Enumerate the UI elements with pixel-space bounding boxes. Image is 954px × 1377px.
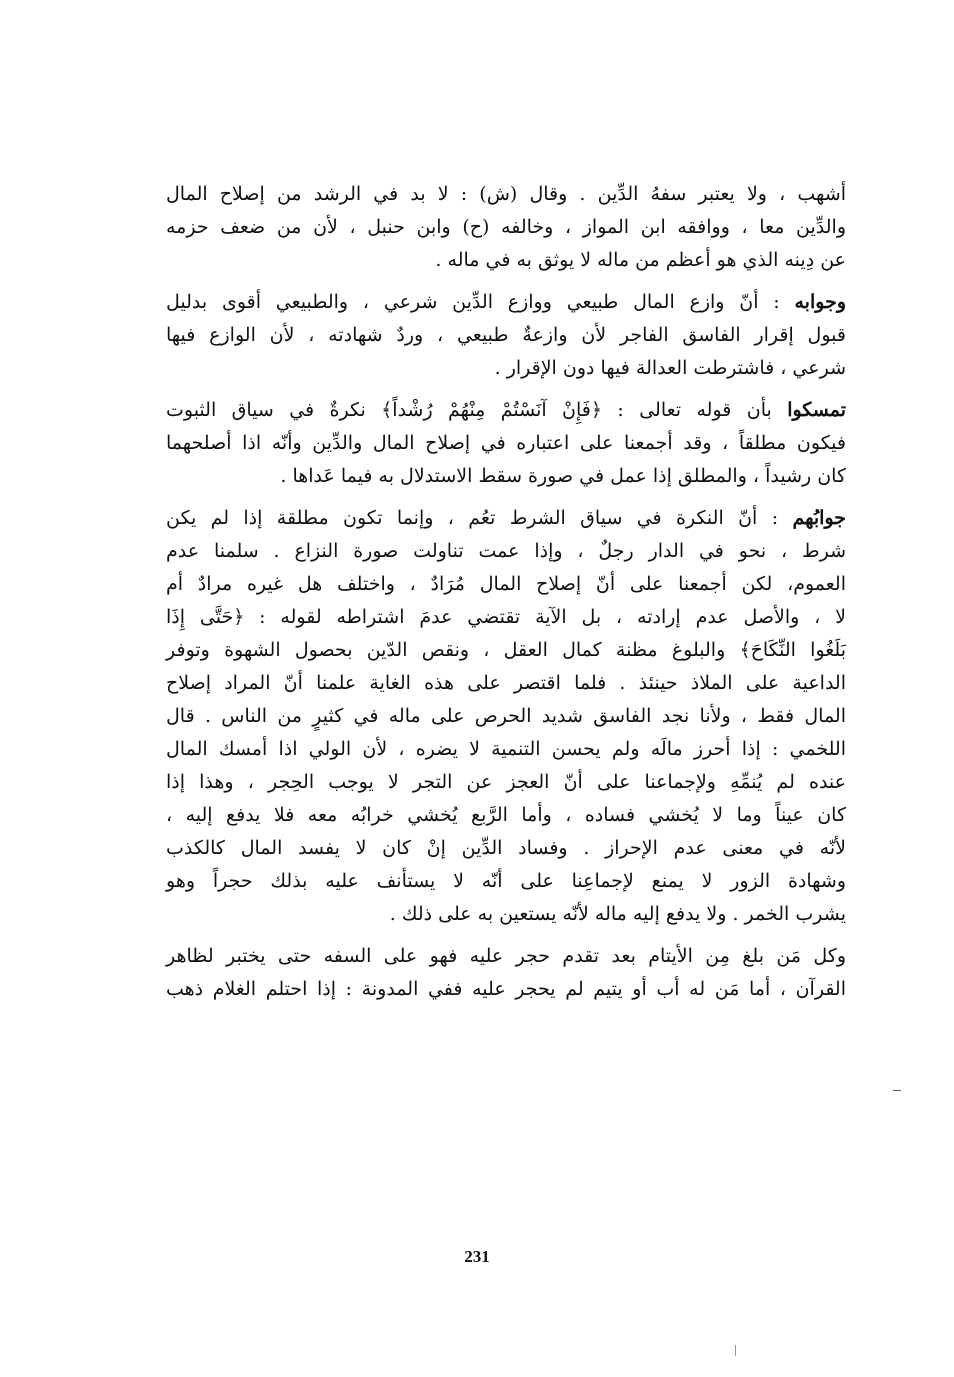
text-line [166,286,846,319]
text-run: : أنّ وازع المال طبيعي ووازع الدِّين شرعي ، والطبيعي أقوى بدليل [166,291,795,313]
text-line: قبول إقرار الفاسق الفاجر لأن وازعةٌ طبيعي ، وردٌ شهادته ، لأن الوازع فيها [166,324,846,346]
paragraph-4 [166,502,846,931]
text-line: أشهب ، ولا يعتبر سفهُ الدِّين . وقال (ش) : لا بد في الرشد من إصلاح المال [166,183,846,205]
text-run: بأن قوله تعالى : ﴿فَإِنْ آنَسْتُمْ مِنْهُمْ رُشْداً﴾ نكرةٌ في سياق الثبوت [166,399,788,421]
text-line [166,502,846,535]
text-line: كان رشيداً ، والمطلق إذا عمل في صورة سقط الاستدلال به فيما عَداها . [280,465,846,487]
text-line: يشرب الخمر . ولا يدفع إليه ماله لأنّه يستعين به على ذلك . [389,903,846,925]
text-line: لا ، والأصل عدم إرادته ، بل الآية تقتضي عدمَ اشتراطه لقوله : ﴿حَتَّى إِذَا [166,606,846,628]
text-line: لأنّه في معنى عدم الإحراز . وفساد الدِّين إنْ كان لا يفسد المال كالكذب [166,837,846,859]
paragraph-5 [166,940,846,1006]
page-body [166,178,846,1006]
text-line: عن دِينه الذي هو أعظم من ماله لا يوثق به في ماله . [435,249,846,271]
text-line [166,394,846,427]
paragraph-1 [166,178,846,277]
margin-mark [893,1090,901,1091]
text-line: شرط ، نحو في الدار رجلٌ ، وإذا عمت تناولت صورة النزاع . سلمنا عدم [166,540,846,562]
text-line: القرآن ، أما مَن له أب أو يتيم لم يحجر عليه ففي المدونة : إذا احتلم الغلام ذهب [166,978,846,1000]
paragraph-heading: تمسكوا [787,399,846,421]
text-line: وشهادة الزور لا يمنع لإجماعِنا على أنّه لا يستأنف عليه بذلك حجراً وهو [166,870,846,892]
text-line: كان عيناً وما لا يُخشي فساده ، وأما الرَّبع يُخشي خرابُه معه فلا يدفع إليه ، [166,804,846,826]
text-run: : أنّ النكرة في سياق الشرط تعُم ، وإنما تكون مطلقة إذا لم يكن [166,507,793,529]
paragraph-3 [166,394,846,493]
text-line: العموم، لكن أجمعنا على أنّ إصلاح المال مُرَادٌ ، واختلف هل غيره مرادٌ أم [166,573,846,595]
paragraph-heading: جوابُهم [792,507,846,529]
text-line: الداعية على الملاذ حينئذ . فلما اقتصر على هذه الغاية علمنا أنّ المراد إصلاح [166,672,846,694]
text-line: شرعي ، فاشترطت العدالة فيها دون الإقرار . [494,357,846,379]
text-line: فيكون مطلقاً ، وقد أجمعنا على اعتباره في إصلاح المال والدِّين وأنّه اذا أصلحهما [166,432,846,454]
scan-mark [735,1345,736,1356]
page-number: 231 [464,1247,490,1266]
paragraph-heading: وجوابه [794,291,846,313]
text-line: وكل مَن بلغ مِن الأيتام بعد تقدم حجر عليه فهو على السفه حتى يختبر لظاهر [166,945,846,967]
paragraph-2 [166,286,846,385]
text-line: المال فقط ، ولأنا نجد الفاسق شديد الحرص على ماله في كثيرٍ من الناس . قال [166,705,846,727]
text-line: والدِّين معا ، ووافقه ابن المواز ، وخالفه (ح) وابن حنبل ، لأن من ضعف حزمه [166,216,846,238]
text-line: عنده لم يُنمِّهِ ولإجماعنا على أنّ العجز عن التجر لا يوجب الحِجر ، وهذا إذا [166,771,846,793]
text-line: اللخمي : إذا أحرز مالَه ولم يحسن التنمية لا يضره ، لأن الولي اذا أمسك المال [166,738,846,760]
text-line: بَلَغُوا النِّكَاحَ﴾ والبلوغ مظنة كمال العقل ، ونقص الدّين بحصول الشهوة وتوفر [166,639,846,661]
